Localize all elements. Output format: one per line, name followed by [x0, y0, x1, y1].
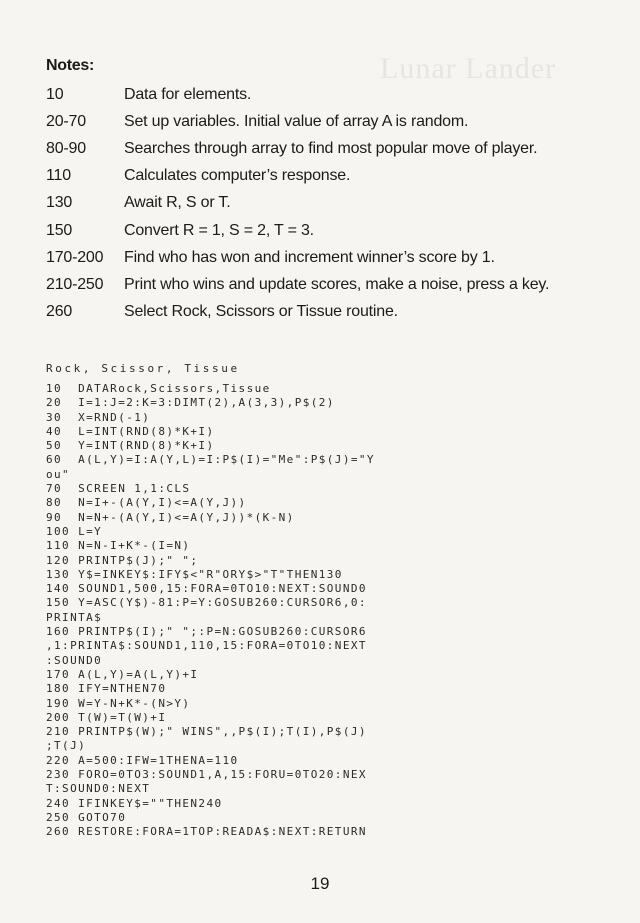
- code-line: 110 N=N-I+K*-(I=N): [46, 539, 191, 553]
- note-row: [0, 135, 640, 162]
- code-line: 190 W=Y-N+K*-(N>Y): [46, 696, 191, 710]
- code-line: PRINTA$: [46, 610, 103, 624]
- code-line: 40 L=INT(RND(8)*K+I): [46, 424, 215, 438]
- note-row: [0, 162, 640, 189]
- code-line: 230 FORO=0TO3:SOUND1,A,15:FORU=0TO20:NEX: [46, 768, 367, 782]
- note-line-ref: 10: [46, 86, 64, 103]
- code-line: 30 X=RND(-1): [46, 410, 151, 424]
- note-description: Print who wins and update scores, make a noise, press a key.: [124, 276, 550, 293]
- note-description: Convert R = 1, S = 2, T = 3.: [124, 222, 314, 239]
- note-row: [0, 189, 640, 216]
- code-line: 260 RESTORE:FORA=1TOP:READA$:NEXT:RETURN: [46, 825, 367, 839]
- notes-heading: Notes:: [46, 57, 94, 74]
- note-line-ref: 150: [46, 222, 73, 239]
- note-description: Await R, S or T.: [124, 194, 231, 211]
- code-line: ;T(J): [46, 739, 87, 753]
- code-line: 170 A(L,Y)=A(L,Y)+I: [46, 667, 199, 681]
- note-row: [0, 81, 640, 108]
- code-line: 120 PRINTP$(J);" ";: [46, 553, 199, 567]
- code-line: ,1:PRINTA$:SOUND1,110,15:FORA=0TO10:NEXT: [46, 639, 367, 653]
- note-line-ref: 110: [46, 167, 71, 184]
- note-line-ref: 20-70: [46, 113, 86, 130]
- program-title: Rock, Scissor, Tissue: [46, 362, 240, 375]
- note-description: Data for elements.: [124, 86, 252, 103]
- note-description: Searches through array to find most popular move of player.: [124, 140, 538, 157]
- code-line: 90 N=N+-(A(Y,I)<=A(Y,J))*(K-N): [46, 510, 295, 524]
- note-line-ref: 80-90: [46, 140, 86, 157]
- code-line: 220 A=500:IFW=1THENA=110: [46, 753, 239, 767]
- note-line-ref: 210-250: [46, 276, 104, 293]
- note-description: Find who has won and increment winner’s score by 1.: [124, 249, 495, 266]
- code-line: 140 SOUND1,500,15:FORA=0TO10:NEXT:SOUND0: [46, 582, 367, 596]
- code-line: 50 Y=INT(RND(8)*K+I): [46, 439, 215, 453]
- code-line: 180 IFY=NTHEN70: [46, 682, 167, 696]
- code-line: 10 DATARock,Scissors,Tissue: [46, 382, 271, 395]
- code-line: 250 GOTO70: [46, 810, 127, 824]
- code-line: 70 SCREEN 1,1:CLS: [46, 482, 191, 496]
- note-row: [0, 217, 640, 244]
- code-line: 150 Y=ASC(Y$)-81:P=Y:GOSUB260:CURSOR6,0:: [46, 596, 367, 610]
- note-description: Select Rock, Scissors or Tissue routine.: [124, 303, 398, 320]
- note-row: [0, 298, 640, 325]
- code-line: 60 A(L,Y)=I:A(Y,L)=I:P$(I)="Me":P$(J)="Y: [46, 453, 375, 467]
- note-row: [0, 271, 640, 298]
- code-line: :SOUND0: [46, 653, 103, 667]
- note-line-ref: 130: [46, 194, 73, 211]
- code-line: 210 PRINTP$(W);" WINS",,P$(I);T(I),P$(J): [46, 725, 367, 739]
- note-line-ref: 170-200: [46, 249, 104, 266]
- page-number: 19: [310, 874, 330, 893]
- note-row: [0, 244, 640, 271]
- code-line: 240 IFINKEY$=""THEN240: [46, 796, 223, 810]
- note-row: [0, 108, 640, 135]
- code-line: 20 I=1:J=2:K=3:DIMT(2),A(3,3),P$(2): [46, 396, 335, 410]
- code-line: 80 N=I+-(A(Y,I)<=A(Y,J)): [46, 496, 247, 510]
- code-line: 160 PRINTP$(I);" ";:P=N:GOSUB260:CURSOR6: [46, 625, 367, 639]
- note-description: Calculates computer’s response.: [124, 167, 351, 184]
- bleed-through-text: Lunar Lander: [380, 52, 557, 85]
- code-line: 200 T(W)=T(W)+I: [46, 710, 167, 724]
- program-listing: [46, 382, 606, 840]
- code-line: ou": [46, 467, 71, 481]
- code-line: 130 Y$=INKEY$:IFY$<"R"ORY$>"T"THEN130: [46, 567, 343, 581]
- code-line: T:SOUND0:NEXT: [46, 782, 151, 796]
- note-line-ref: 260: [46, 303, 73, 320]
- note-description: Set up variables. Initial value of array A is random.: [124, 113, 469, 130]
- code-line: 100 L=Y: [46, 524, 103, 538]
